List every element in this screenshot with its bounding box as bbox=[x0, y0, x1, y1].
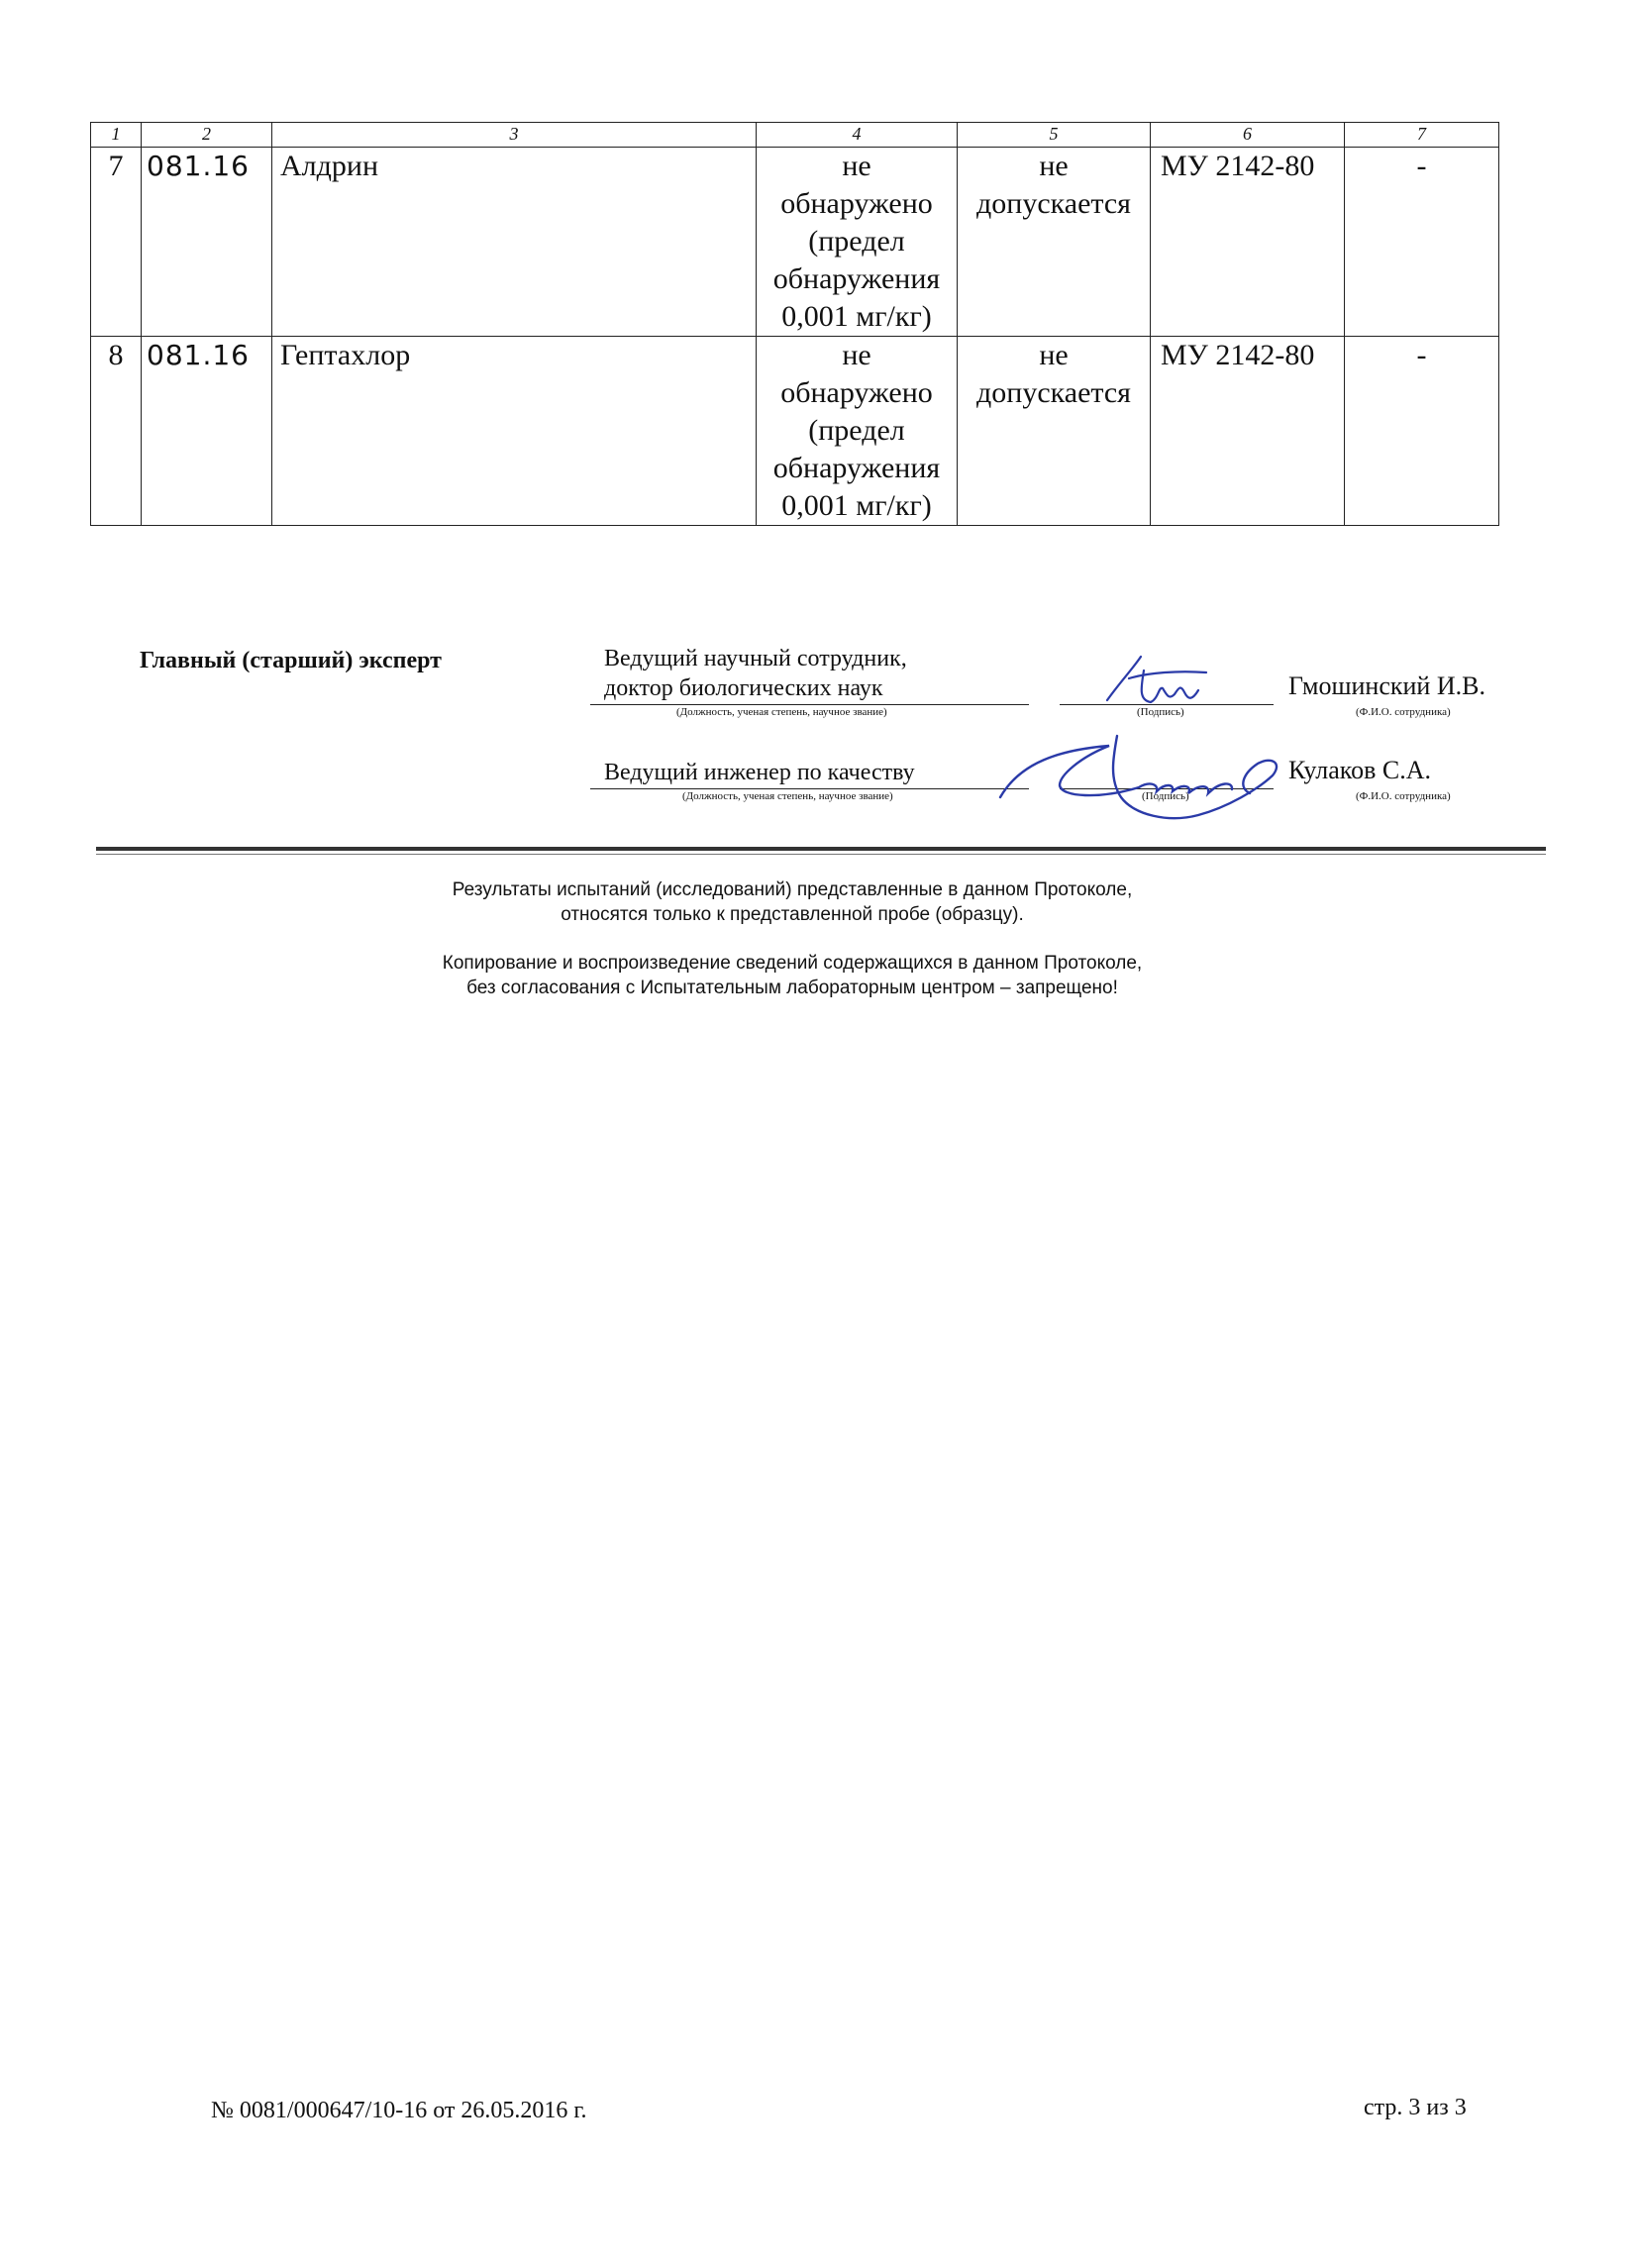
test-method: МУ 2142-80 bbox=[1151, 337, 1345, 526]
signature-2-graphic bbox=[990, 728, 1317, 832]
norm-value-line: допускается bbox=[976, 376, 1131, 409]
column-number: 1 bbox=[91, 123, 142, 148]
signature-1-graphic bbox=[1089, 649, 1248, 718]
copy-restriction-line2: без согласования с Испытательным лабораторным центром – запрещено! bbox=[466, 978, 1118, 998]
results-table bbox=[90, 122, 1499, 526]
test-result-line: обнаружения bbox=[772, 452, 941, 484]
test-result-line: обнаружено bbox=[780, 376, 933, 409]
signer1-name-caption: (Ф.И.О. сотрудника) bbox=[1356, 706, 1451, 718]
table-row bbox=[91, 337, 1499, 526]
signer1-signature-caption: (Подпись) bbox=[1137, 706, 1184, 718]
expert-role-title: Главный (старший) эксперт bbox=[140, 648, 442, 673]
norm-value-line: не bbox=[1039, 150, 1069, 182]
row-number: 7 bbox=[91, 148, 142, 337]
test-result-line: обнаружения bbox=[772, 262, 941, 295]
signer1-position-underline bbox=[590, 704, 1029, 705]
column-number: 7 bbox=[1345, 123, 1499, 148]
column-number-header-row bbox=[91, 123, 1499, 148]
signer2-signature-caption: (Подпись) bbox=[1142, 790, 1189, 802]
footer-divider-thin bbox=[96, 854, 1546, 855]
test-method: МУ 2142-80 bbox=[1151, 148, 1345, 337]
indicator-code: 081.16 bbox=[142, 337, 272, 526]
indicator-code: 081.16 bbox=[142, 148, 272, 337]
test-result bbox=[757, 337, 958, 526]
test-result-line: 0,001 мг/кг) bbox=[781, 300, 932, 333]
table-row bbox=[91, 148, 1499, 337]
signer1-name: Гмошинский И.В. bbox=[1288, 671, 1485, 700]
column-number: 4 bbox=[757, 123, 958, 148]
signer2-name: Кулаков С.А. bbox=[1288, 756, 1431, 784]
test-result bbox=[757, 148, 958, 337]
signer2-position-underline bbox=[590, 788, 1029, 789]
copy-restriction-line1: Копирование и воспроизведение сведений содержащихся в данном Протоколе, bbox=[442, 953, 1143, 974]
signer2-position-line1: Ведущий инженер по качеству bbox=[604, 760, 915, 785]
test-result-line: 0,001 мг/кг) bbox=[781, 489, 932, 522]
note-cell: - bbox=[1345, 148, 1499, 337]
column-number: 6 bbox=[1151, 123, 1345, 148]
signer1-position-line2: доктор биологических наук bbox=[604, 675, 883, 701]
test-result-line: (предел bbox=[808, 225, 905, 258]
column-number: 5 bbox=[958, 123, 1151, 148]
norm-value-line: не bbox=[1039, 339, 1069, 371]
norm-value-line: допускается bbox=[976, 187, 1131, 220]
column-number: 2 bbox=[142, 123, 272, 148]
signer2-position-caption: (Должность, ученая степень, научное звание) bbox=[682, 790, 893, 802]
indicator-name: Гептахлор bbox=[272, 337, 757, 526]
indicator-name: Алдрин bbox=[272, 148, 757, 337]
footer-divider bbox=[96, 847, 1546, 851]
row-number: 8 bbox=[91, 337, 142, 526]
norm-value bbox=[958, 337, 1151, 526]
results-disclaimer-line2: относятся только к представленной пробе (образцу). bbox=[561, 904, 1024, 925]
test-result-line: не bbox=[842, 150, 871, 182]
column-number: 3 bbox=[272, 123, 757, 148]
note-cell: - bbox=[1345, 337, 1499, 526]
norm-value bbox=[958, 148, 1151, 337]
protocol-number: № 0081/000647/10-16 от 26.05.2016 г. bbox=[211, 2098, 587, 2123]
test-result-line: обнаружено bbox=[780, 187, 933, 220]
test-result-line: (предел bbox=[808, 414, 905, 447]
signer2-name-caption: (Ф.И.О. сотрудника) bbox=[1356, 790, 1451, 802]
test-result-line: не bbox=[842, 339, 871, 371]
signer1-position-caption: (Должность, ученая степень, научное звание) bbox=[676, 706, 887, 718]
results-disclaimer-line1: Результаты испытаний (исследований) представленные в данном Протоколе, bbox=[452, 879, 1133, 900]
page-counter: стр. 3 из 3 bbox=[1364, 2095, 1467, 2120]
signer1-position-line1: Ведущий научный сотрудник, bbox=[604, 646, 907, 671]
